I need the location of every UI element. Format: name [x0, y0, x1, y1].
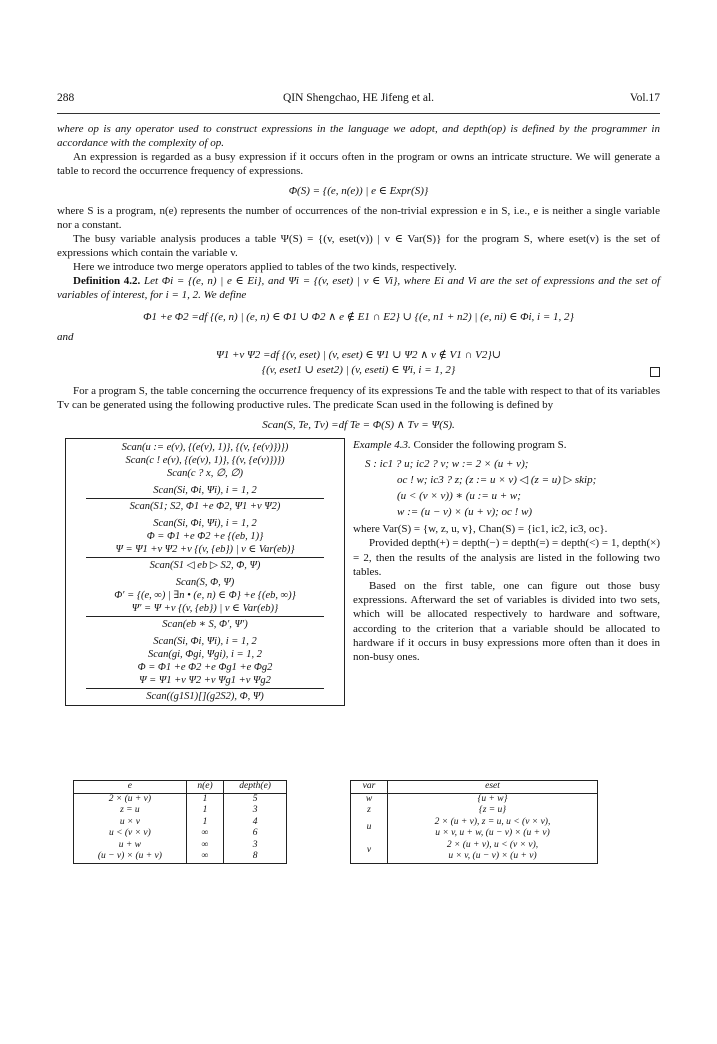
rule-bar — [86, 498, 324, 499]
table-cell: v — [351, 840, 388, 864]
table-cell: ∞ — [186, 840, 223, 852]
paragraph-program-def: where S is a program, n(e) represents the number of occurrences of the non-trivial expression e in S, i.e., e is neither a single variable nor a constant. — [57, 205, 660, 231]
rule-sequence — [66, 482, 344, 515]
table-cell: u + w — [74, 840, 187, 852]
table-cell — [388, 840, 598, 864]
equation-merge-v-line1: Ψ1 +v Ψ2 =df {(v, eset) | (v, eset) ∈ Ψ1 ∪ Ψ2 ∧ v ∉ V1 ∩ V2}∪ — [215, 349, 502, 361]
table-cell: ∞ — [186, 828, 223, 840]
paragraph-productive-rules: For a program S, the table concerning the occurrence frequency of its expressions Te and the table with respect to that of its variables Tv can be generated using the following productive rules. The predicate Scan used in the following is defined by — [57, 385, 660, 411]
rule-conclusion: Scan(S1; S2, Φ1 +e Φ2, Ψ1 +v Ψ2) — [129, 501, 281, 512]
example-label: Example 4.3. — [353, 439, 411, 451]
paragraph-busy-expression: An expression is regarded as a busy expression if it occurs often in the program or owns an intricate structure. We will generate a table to record the occurrence frequency of expressions. — [57, 151, 660, 177]
rule-line: Scan(c ? x, ∅, ∅) — [166, 468, 244, 479]
table-cell: (u − v) × (u + v) — [74, 851, 187, 863]
rule-premise: Ψ′ = Ψ +v {(v, {eb}) | v ∈ Var(eb)} — [131, 603, 279, 614]
expression-table — [73, 780, 287, 864]
rule-premise: Φ′ = {(e, ∞) | ∃n • (e, n) ∈ Φ} +e {(eb, ∞)} — [114, 590, 296, 601]
program-line: (u < (v × v)) ∗ (u := u + w; — [397, 490, 521, 503]
qed-square-icon — [650, 367, 660, 377]
table-cell: z = u — [74, 805, 187, 817]
rule-conclusion: Scan(eb ∗ S, Φ′, Ψ′) — [162, 619, 248, 630]
running-header — [57, 92, 660, 114]
rule-line: Scan(u := e(v), {(e(v), 1)}, {(v, {e(v)})}) — [121, 442, 289, 453]
definition-4-2 — [57, 274, 660, 302]
rule-premise: Scan(Si, Φi, Ψi), i = 1, 2 — [153, 485, 257, 496]
table-cell: u × v — [74, 817, 187, 829]
header-volume: Vol.17 — [629, 92, 660, 104]
table-cell: 2 × (u + v) — [74, 793, 187, 805]
rule-premise: Scan(gi, Φgi, Ψgi), i = 1, 2 — [147, 649, 263, 660]
program-line: w := (u − v) × (u + v); oc ! w) — [397, 506, 533, 519]
table-cell: {z = u} — [388, 805, 598, 817]
table-cell: 1 — [186, 793, 223, 805]
table-row — [351, 793, 598, 805]
rule-premise: Ψ = Ψ1 +v Ψ2 +v {(v, {eb}) | v ∈ Var(eb)} — [115, 544, 295, 555]
rule-line: Scan(c ! e(v), {(e(v), 1)}, {(v, {e(v)})}) — [125, 455, 285, 466]
rule-premise: Scan(Si, Φi, Ψi), i = 1, 2 — [153, 636, 257, 647]
example-text: Consider the following program S. — [413, 439, 567, 451]
table-row — [351, 817, 598, 840]
column-header-n: n(e) — [186, 781, 223, 794]
equation-scan: Scan(S, Te, Tv) =df Te = Φ(S) ∧ Tv = Ψ(S). — [262, 419, 455, 431]
equation-merge-v-line2-text: {(v, eset1 ∪ eset2) | (v, eseti) ∈ Ψi, i = 1, 2} — [261, 364, 456, 376]
rule-premise: Scan(S, Φ, Ψ) — [175, 577, 235, 588]
eset-line: 2 × (u + v), z = u, u < (v × v), — [434, 816, 551, 827]
paragraph-based-on-table: Based on the first table, one can figure out those busy expressions. Afterward the set of variables is divided into two sets, which will be allocated respectively to hardware and software, according to the criterion that a variable should be allocated to hardware if it occurs in busy expressions more often than it does in non-busy ones. — [353, 580, 660, 664]
column-header-eset: eset — [388, 781, 598, 794]
variable-table — [350, 780, 598, 864]
example-program — [365, 456, 660, 520]
table-row — [74, 817, 287, 829]
table-row — [74, 793, 287, 805]
table-cell — [388, 817, 598, 840]
example-column — [353, 438, 660, 664]
page-number: 288 — [57, 92, 75, 104]
table-row — [74, 805, 287, 817]
column-header-var: var — [351, 781, 388, 794]
rule-conclusion: Scan((g1S1)[](g2S2), Φ, Ψ) — [146, 691, 264, 702]
program-line: oc ! w; ic3 ? z; (z := u × v) ◁ (z = u) ▷ skip; — [397, 474, 597, 487]
eset-line: u × v, (u − v) × (u + v) — [448, 851, 537, 861]
table-cell: 1 — [186, 817, 223, 829]
page — [57, 92, 660, 738]
paragraph-merge-intro: Here we introduce two merge operators applied to tables of the two kinds, respectively. — [73, 261, 457, 273]
rule-premise: Φ = Φ1 +e Φ2 +e {(eb, 1)} — [146, 531, 264, 542]
column-header-depth: depth(e) — [224, 781, 287, 794]
rule-premise: Scan(Si, Φi, Ψi), i = 1, 2 — [153, 518, 257, 529]
header-authors: QIN Shengchao, HE Jifeng et al. — [282, 92, 435, 104]
table-cell: 4 — [224, 817, 287, 829]
column-header-e: e — [74, 781, 187, 794]
equation-merge-v-line2 — [57, 363, 660, 378]
rule-conditional — [66, 515, 344, 574]
table-header-row — [74, 781, 287, 794]
definition-label: Definition 4.2. — [73, 275, 141, 287]
example-intro — [353, 438, 660, 452]
paragraph-provided-depth: Provided depth(+) = depth(−) = depth(=) = depth(<) = 1, depth(×) = 2, then the results of the analysis are listed in the following two tables. — [353, 537, 660, 578]
definition-text: Let Φi = {(e, n) | e ∈ Ei}, and Ψi = {(v, eset) | v ∈ Vi}, where Ei and Vi are the set of expressions and the set of variables of interest, for i = 1, 2. We define — [57, 275, 661, 301]
rule-bar — [86, 557, 324, 558]
table-cell: 8 — [224, 851, 287, 863]
rule-premise: Φ = Φ1 +e Φ2 +e Φg1 +e Φg2 — [137, 662, 273, 673]
rule-premise: Ψ = Ψ1 +v Ψ2 +v Ψg1 +v Ψg2 — [139, 675, 271, 686]
table-row — [74, 840, 287, 852]
table-cell: 6 — [224, 828, 287, 840]
paragraph-var-chan: where Var(S) = {w, z, u, v}, Chan(S) = {ic1, ic2, ic3, oc}. — [353, 523, 608, 536]
table-header-row — [351, 781, 598, 794]
table-cell: z — [351, 805, 388, 817]
table-cell: w — [351, 793, 388, 805]
table-row — [74, 851, 287, 863]
paragraph-busy-variable: The busy variable analysis produces a table Ψ(S) = {(v, eset(v)) | v ∈ Var(S)} for the program S, where eset(v) is the set of expressions which contain the variable v. — [57, 233, 660, 259]
rule-bar — [86, 616, 324, 617]
program-line: S : ic1 ? u; ic2 ? v; w := 2 × (u + v); — [365, 458, 529, 471]
rule-bar — [86, 688, 324, 689]
eset-line: 2 × (u + v), u < (v × v), — [446, 839, 539, 850]
table-row — [351, 805, 598, 817]
paragraph-op-definition: where op is any operator used to construct expressions in the language we adopt, and depth(op) is defined by the programmer in accordance with the complexity of op. — [57, 123, 660, 149]
scan-rules-box — [65, 438, 345, 706]
table-cell: u — [351, 817, 388, 840]
and-word: and — [57, 331, 74, 343]
table-row — [74, 828, 287, 840]
table-cell: ∞ — [186, 851, 223, 863]
table-cell: 3 — [224, 840, 287, 852]
table-cell: 5 — [224, 793, 287, 805]
table-cell: {u + w} — [388, 793, 598, 805]
table-cell: 1 — [186, 805, 223, 817]
table-cell: 3 — [224, 805, 287, 817]
table-row — [351, 840, 598, 864]
equation-merge-e: Φ1 +e Φ2 =df {(e, n) | (e, n) ∈ Φ1 ∪ Φ2 ∧ e ∉ E1 ∩ E2} ∪ {(e, n1 + n2) | (e, ni) ∈ Φi, i = 1, 2} — [143, 311, 574, 323]
rule-guarded-choice — [66, 633, 344, 705]
equation-phi: Φ(S) = {(e, n(e)) | e ∈ Expr(S)} — [288, 185, 429, 197]
rule-conclusion: Scan(S1 ◁ eb ▷ S2, Φ, Ψ) — [149, 560, 261, 571]
table-cell: u < (v × v) — [74, 828, 187, 840]
rule-iteration — [66, 574, 344, 633]
eset-line: u × v, u + w, (u − v) × (u + v) — [435, 828, 550, 838]
two-column-section — [57, 438, 660, 738]
rule-atomic — [66, 439, 344, 482]
